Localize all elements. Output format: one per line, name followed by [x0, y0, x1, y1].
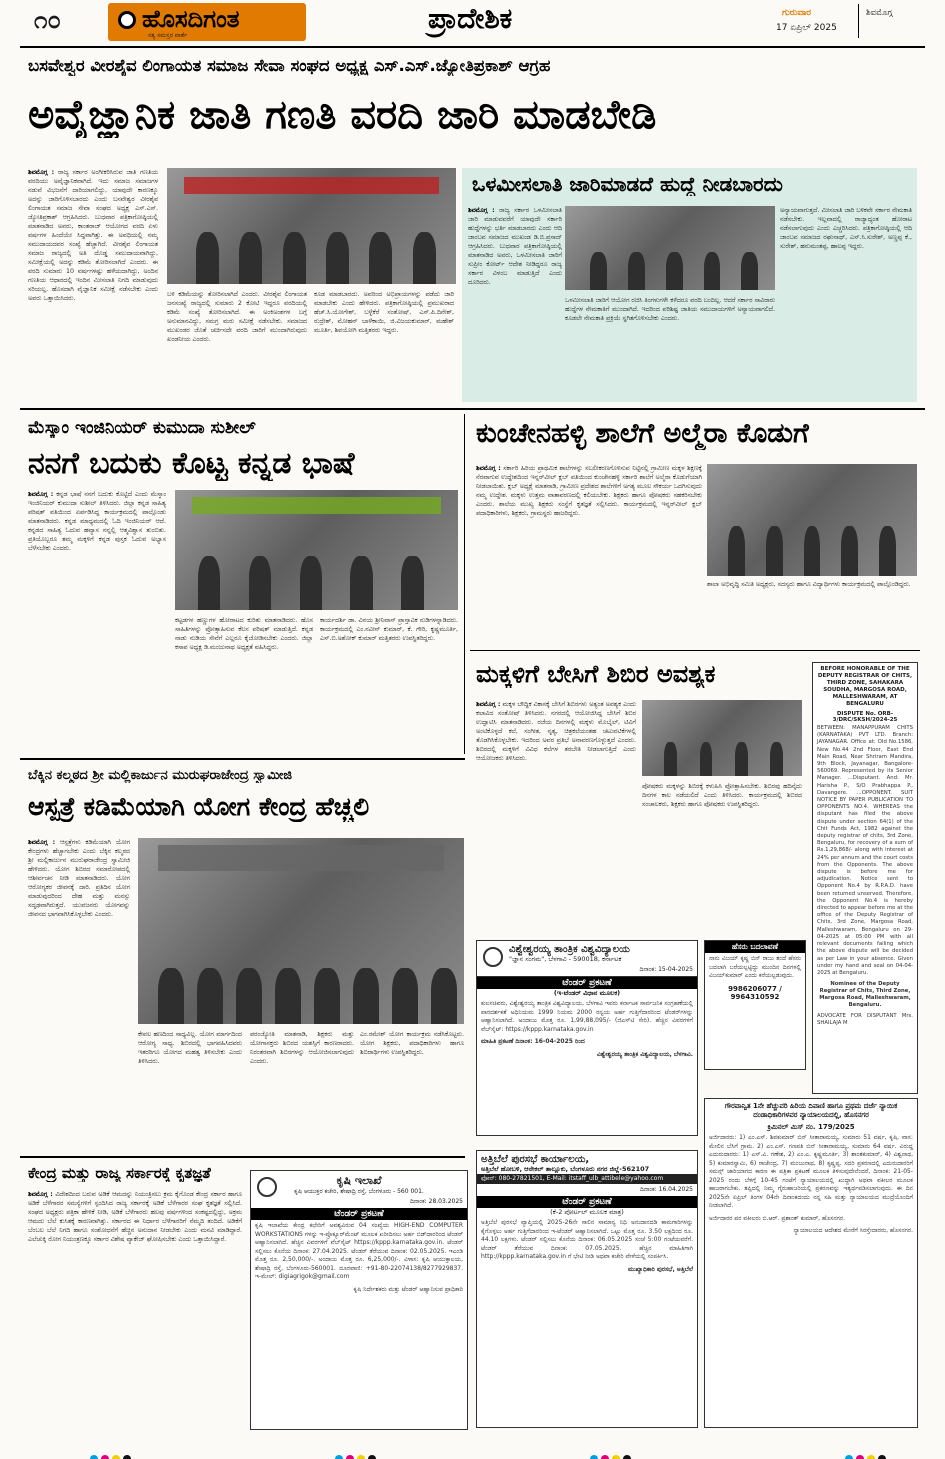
- agri-sub: ಕೃಷಿ ಆಯುಕ್ತರ ಕಚೇರಿ, ಶೇಷಾದ್ರಿ ರಸ್ತೆ, ಬೆಂಗಳೂರು - 560 001.: [294, 1188, 424, 1195]
- yoga-headline: ಆಸ್ಪತ್ರೆ ಕಡಿಮೆಯಾಗಿ ಯೋಗ ಕೇಂದ್ರ ಹೆಚ್ಚಲಿ: [28, 792, 370, 821]
- court-ad-advocate: ADVOCATE FOR DISPUTANT Mrs. SHAILAJA M: [817, 1013, 913, 1027]
- registration-marks-4: [845, 1448, 889, 1459]
- section-rule-3: [20, 1156, 465, 1158]
- court-ad-sign: Nominee of the Deputy Registrar of Chits, Third Zone, Margosa Road, Malleshwaram, Bengaluru.: [819, 981, 911, 1009]
- registration-marks-3: [590, 1448, 634, 1459]
- logo-block: [108, 3, 306, 41]
- hosanagara-body: ಅರ್ಜಿದಾರರು: 1) ಎಂ.ಎಸ್. ಶಿವಕುಮಾರ್ ಬಿನ್ ಸೀತಾರಾಮಯ್ಯ, ಸುಮಾರು 51 ವರ್ಷ, ಕೃಷಿ, ವಾಸ: ಮೇಲಿನ ಬೆಸಿಗೆ ಗ್ರಾಮ. 2) ಎಂ.ಎಸ್. ಗಣಪತಿ ಬಿನ್ ಸೀತಾರಾಮಯ್ಯ, ಸುಮಾರು 64 ವರ್ಷ. ವಿರುದ್ಧ ಎದುರುದಾರರು: 1) ಎಸ್.ವಿ. ಗಣೇಶ, 2) ಎಂ.ಎ. ಕೃಷ್ಣಮೂರ್ತಿ, 3) ಶಾಂತಕುಮಾರ್, 4) ವಿಶ್ವನಾಥ, 5) ಕುಮಾರಸ್ವಾಮಿ, 6) ರಾಜೇಂದ್ರ, 7) ಮಂಜುನಾಥ, 8) ಕೃಷ್ಣಪ್ಪ. ಸದರಿ ಪ್ರಕರಣದಲ್ಲಿ ಎದುರುದಾರರಿಗೆ ಸಮನ್ಸ್ ಜಾರಿಯಾಗದ ಕಾರಣ ಈ ಪತ್ರಿಕಾ ಪ್ರಕಟಣೆ ಮೂಲಕ ತಿಳಿಸುವುದೇನೆಂದರೆ, ದಿನಾಂಕ: 21-05-2025 ರಂದು ಬೆಳಿಗ್ಗೆ 10-45 ಗಂಟೆಗೆ ನ್ಯಾಯಾಲಯದಲ್ಲಿ ಖುದ್ದಾಗಿ ಅಥವಾ ವಕೀಲರ ಮೂಲಕ ಹಾಜರಾಗಬೇಕು. ತಪ್ಪಿದಲ್ಲಿ ನಿಮ್ಮ ಗೈರುಹಾಜರಿಯಲ್ಲಿ ಪ್ರಕರಣವನ್ನು ಇತ್ಯರ್ಥಪಡಿಸಲಾಗುವುದು. ಈ ದಿನ 2025ನೇ ಏಪ್ರಿಲ್ ತಿಂಗಳ 04ನೇ ದಿನಾಂಕದಂದು ನನ್ನ ಸಹಿ ಮತ್ತು ನ್ಯಾಯಾಲಯದ ಮುದ್ರೆಯೊಂದಿಗೆ ನೀಡಲಾಗಿದೆ.: [709, 1134, 913, 1209]
- school-photo: [707, 464, 917, 576]
- school-body-below: ಶಾಲಾ ಅಭಿವೃದ್ಧಿ ಸಮಿತಿ ಅಧ್ಯಕ್ಷರು, ಸದಸ್ಯರು ಹಾಗೂ ವಿದ್ಯಾರ್ಥಿಗಳು ಕಾರ್ಯಕ್ರಮದಲ್ಲಿ ಪಾಲ್ಗೊಂಡಿದ್ದರು.: [707, 581, 911, 588]
- yoga-body-col3: ಪರಂಜ್ಯೋತಿ ಮಾತನಾಡಿ, ಶಿಕ್ಷಕರು ಮತ್ತು ಯೋಗಾಸಕ್ತರು ಶಿಬಿರದ ಯಶಸ್ಸಿಗೆ ಕಾರಣರಾದರು. ನಿರಂತರವಾಗಿ ಶಿಬಿರಗಳನ್ನು ಆಯೋಜಿಸಲಾಗುವುದು ಎಂದರು.: [250, 1031, 354, 1065]
- masthead-divider: [858, 4, 859, 38]
- court-notice-ad: [812, 662, 918, 1094]
- kannada-headline: ನನಗೆ ಬದುಕು ಕೊಟ್ಟ ಕನ್ನಡ ಭಾಷೆ: [28, 446, 355, 481]
- lead-body-text-1: ರಾಜ್ಯ ಸರ್ಕಾರ ಅಂಗೀಕರಿಸಿರುವ ಜಾತಿ ಗಣತಿಯ ವರದಿಯು ಅವೈಜ್ಞಾನಿಕವಾಗಿದೆ. ಇದು ಸಮಾಜ ಸಮಾಜಗಳ ನಡುವೆ ವಿಭಜನೆಗೆ ದಾರಿಯಾಗಲಿದ್ದು, ಯಾವುದೇ ಕಾರಣಕ್ಕೂ ಅದನ್ನು ಜಾರಿಗೊಳಿಸಬಾರದು ಎಂದು ಬಸವೇಶ್ವರ ವೀರಶೈವ ಲಿಂಗಾಯತ ಸಮಾಜ ಸೇವಾ ಸಂಘದ ಅಧ್ಯಕ್ಷ ಎಸ್.ಎಸ್. ಜ್ಯೋತಿಪ್ರಕಾಶ್ ಆಗ್ರಹಿಸಿದರು. ಬುಧವಾರ ಪತ್ರಿಕಾಗೋಷ್ಠಿಯಲ್ಲಿ ಮಾತನಾಡಿದ ಅವರು, ಕಾಂತರಾಜ್ ಆಯೋಗದ ವರದಿ ಏಳು ವರ್ಷಗಳ ಹಿಂದೆಯೇ ಸಿದ್ಧವಾಗಿತ್ತು. ಈ ಅವಧಿಯಲ್ಲಿ ನಮ್ಮ ಸಮುದಾಯದವರ ಸಂಖ್ಯೆ ಹೆಚ್ಚಾಗಿದೆ. ವೀರಶೈವ ಲಿಂಗಾಯತ ಸಮಾಜ ರಾಜ್ಯದಲ್ಲಿ ಅತಿ ದೊಡ್ಡ ಸಮುದಾಯವಾಗಿದ್ದು, ಸಮೀಕ್ಷೆಯಲ್ಲಿ ಅದನ್ನು ಕಡಿಮೆ ತೋರಿಸಲಾಗಿದೆ ಎಂದರು. ಈ ವರದಿ ಸುಮಾರು 10 ವರ್ಷಗಳಷ್ಟು ಹಳೆಯದಾಗಿದ್ದು, ಅಂದಿನ ಗಣತಿಯ ಆಧಾರದಲ್ಲಿ ಇಂದಿನ ಮೀಸಲಾತಿ ನಿಗದಿ ಮಾಡುವುದು ಸರಿಯಲ್ಲ. ಹೊಸದಾಗಿ ವೈಜ್ಞಾನಿಕ ಸಮೀಕ್ಷೆ ನಡೆಸಬೇಕು ಎಂದು ಅವರು ಒತ್ತಾಯಿಸಿದರು.: [28, 169, 158, 302]
- hosanagara-title: ಗೌರವಾನ್ವಿತ 1ನೇ ಹೆಚ್ಚುವರಿ ಹಿರಿಯ ದಿವಾಣಿ ಹಾಗೂ ಪ್ರಥಮ ದರ್ಜೆ ನ್ಯಾಯಿಕ ದಂಡಾಧಿಕಾರಿಗಳವರ ನ್ಯಾಯಾಲಯದಲ್ಲಿ, ಹೊಸನಗರ: [724, 1102, 898, 1119]
- kannada-body-col2: ಕಟ್ಟಡಗಳ ಹಣ್ಣುಗಳ ಹೋರಾಟದ ಕುರಿತು ಮಾತನಾಡಿದರು. ಹೊಸ ಸಾಹಿತಿಗಳನ್ನು ಪ್ರೋತ್ಸಾಹಿಸುವ ಕೆಲಸ ಪರಿಷತ್ ಮಾಡುತ್ತಿದೆ. ಕನ್ನಡ ನಾಡು ನುಡಿಯ ಸೇವೆಗೆ ಎಲ್ಲರೂ ಕೈಜೋಡಿಸಬೇಕು ಎಂದರು. ಜಿಲ್ಲಾ ಕಸಾಪ ಅಧ್ಯಕ್ಷ ಡಿ.ಮಂಜುನಾಥ ಅಧ್ಯಕ್ಷತೆ ವಹಿಸಿದ್ದರು.: [175, 617, 313, 651]
- attibele-sign: ಮುಖ್ಯಾಧಿಕಾರಿ ಪುರಸಭೆ, ಅತ್ತಿಬೆಲೆ: [628, 1265, 693, 1273]
- vtu-body: ಕುಲಸಚಿವರು, ವಿಶ್ವೇಶ್ವರಯ್ಯ ತಾಂತ್ರಿಕ ವಿಶ್ವವಿದ್ಯಾಲಯ, ಬೆಳಗಾವಿ ಇವರು ಕರ್ನಾಟಕ ಸಾರ್ವಜನಿಕ ಸಂಗ್ರಹಣೆಯಲ್ಲಿ ಪಾರದರ್ಶಕತೆ ಅಧಿನಿಯಮ 1999 ನಿಯಮ 2000 ರನ್ವಯ ಅರ್ಹ ಗುತ್ತಿಗೆದಾರರಿಂದ ಟೆಂಡರ್‌ಗಳನ್ನು ಆಹ್ವಾನಿಸಲಾಗಿದೆ. ಅಂದಾಜು ಮೊತ್ತ ರೂ. 1,99,88,095/- (ಜಿಎಸ್‌ಟಿ ಸೇರಿ). ಹೆಚ್ಚಿನ ವಿವರಗಳಿಗೆ ವೆಬ್‌ಸೈಟ್: https://kppp.karnataka.gov.in: [481, 1000, 693, 1033]
- attibele-org: ಅತ್ತಿಬೆಲೆ ಪುರಸಭೆ ಕಾರ್ಯಾಲಯ,: [481, 1154, 590, 1165]
- attibele-subtitle: (ಕೆ-2 ಪೋರ್ಟಲ್ ಮೂಲಕ ಮಾತ್ರ): [550, 1208, 624, 1216]
- name-change-ad: [704, 940, 806, 1070]
- camp-headline: ಮಕ್ಕಳಿಗೆ ಬೇಸಿಗೆ ಶಿಬಿರ ಅವಶ್ಯಕ: [476, 660, 716, 688]
- agri-org: ಕೃಷಿ ಇಲಾಖೆ: [336, 1174, 382, 1187]
- hosanagara-sign-right: ನ್ಯಾಯಾಲಯದ ಆದೇಶದ ಮೇರೆಗೆ ಸಿರಸ್ತೇದಾರರು, ಹೊಸನಗರ.: [793, 1227, 913, 1234]
- logo-tagline: ಸತ್ಯ ಸಮಸ್ತರ ವಾರ್ತೆ: [148, 32, 188, 39]
- yoga-body-col4: ಎಂ.ರಮೇಶ್ ಯೋಗ ಕಾರ್ಯಕ್ರಮ ನಡೆಸಿಕೊಟ್ಟರು. ಯೋಗ ಶಿಕ್ಷಕರು, ಪದಾಧಿಕಾರಿಗಳು ಹಾಗೂ ಶಿಬಿರಾರ್ಥಿಗಳು ಉಪಸ್ಥಿತರಿದ್ದರು.: [360, 1031, 464, 1056]
- masthead-city: ಶಿವಮೊಗ್ಗ: [866, 8, 893, 18]
- hosanagara-case: ಕ್ರಿಮಿನಲ್ ಮಿಸ್ ನಂ. 179/2025: [767, 1123, 855, 1131]
- court-ad-title: BEFORE HONORABLE OF THE DEPUTY REGISTRAR OF CHITS, THIRD ZONE, SAHAKARA SOUDHA, MARGOSA ROAD, MALLESHWARAM, AT BENGALURU: [817, 666, 913, 707]
- vtu-ref: ದಿನಾಂಕ: 15-04-2025: [477, 964, 697, 977]
- lead-kicker: ಬಸವೇಶ್ವರ ವೀರಶೈವ ಲಿಂಗಾಯತ ಸಮಾಜ ಸೇವಾ ಸಂಘದ ಅಧ್ಯಕ್ಷ ಎಸ್.ಎಸ್.ಜ್ಯೋತಿಪ್ರಕಾಶ್ ಆಗ್ರಹ: [28, 56, 551, 75]
- agri-title: ಟೆಂಡರ್ ಪ್ರಕಟಣೆ: [251, 1208, 467, 1220]
- yoga-body-col2: ಕೇವಲ ಹಣದಿಂದ ಸಾಧ್ಯವಿಲ್ಲ. ಯೋಗ ಮಾರ್ಗದಿಂದ ಆರೋಗ್ಯ ಸಾಧ್ಯ. ಶಿಬಿರದಲ್ಲಿ ಭಾಗವಹಿಸಿದವರು ಇತರರಿಗೂ ಯೋಗದ ಮಹತ್ವ ತಿಳಿಸಬೇಕು ಎಂದು ತಿಳಿಸಿದರು.: [138, 1031, 242, 1065]
- vtu-tender-ad: [476, 940, 698, 1136]
- vtu-subtitle: (ಇ-ಟೆಂಡರ್ ವಿಧಾನ ಮೂಲಕ): [553, 989, 621, 997]
- vtu-logo-icon: [483, 947, 503, 967]
- yoga-body: ಶಿವಮೊಗ್ಗ : ಆಸ್ಪತ್ರೆಗಳು ಕಡಿಮೆಯಾಗಿ ಯೋಗ ಕೇಂದ್ರಗಳು ಹೆಚ್ಚಾಗಬೇಕು ಎಂದು ಬೆಕ್ಕಿನ ಕಲ್ಮಠದ ಶ್ರೀ ಮಲ್ಲಿಕಾರ್ಜುನ ಮುರುಘರಾಜೇಂದ್ರ ಸ್ವಾಮೀಜಿ ಹೇಳಿದರು. ಯೋಗ ಶಿಬಿರದ ಸಮಾರೋಪದಲ್ಲಿ ಆಶೀರ್ವಚನ ನೀಡಿ ಮಾತನಾಡಿದರು. ಯೋಗ ಆರೋಗ್ಯಕರ ಜೀವನಕ್ಕೆ ದಾರಿ. ಪ್ರತಿದಿನ ಯೋಗ ಮಾಡುವುದರಿಂದ ದೇಹ ಮತ್ತು ಮನಸ್ಸು ಸದೃಢವಾಗಿರುತ್ತದೆ. ಯುವಜನರು ಯೋಗವನ್ನು ಜೀವನದ ಭಾಗವಾಗಿಸಿಕೊಳ್ಳಬೇಕು ಎಂದರು.: [28, 839, 130, 918]
- court-ad-case: DISPUTE No. ORB-3/DRC/SKSH/2024-25: [832, 711, 898, 723]
- agri-ref: ದಿನಾಂಕ: 28.03.2025: [410, 1198, 463, 1205]
- thanks-headline: ಕೇಂದ್ರ ಮತ್ತು ರಾಜ್ಯ ಸರ್ಕಾರಕ್ಕೆ ಕೃತಜ್ಞತೆ: [28, 1164, 211, 1182]
- box-headline: ಒಳಮೀಸಲಾತಿ ಜಾರಿಮಾಡದೆ ಹುದ್ದೆ ನೀಡಬಾರದು: [472, 172, 783, 196]
- agri-sign: ಕೃಷಿ ನಿರ್ದೇಶಕರು ಮತ್ತು ಟೆಂಡರ್ ಆಹ್ವಾನಿಸುವ ಪ್ರಾಧಿಕಾರಿ: [353, 1285, 463, 1293]
- registration-marks-1: [90, 1448, 134, 1459]
- masthead: [0, 0, 945, 44]
- name-change-title: ಹೆಸರು ಬದಲಾವಣೆ: [705, 941, 805, 953]
- agri-logo-icon: [257, 1177, 277, 1197]
- logo-emblem-icon: [118, 11, 136, 29]
- attibele-body: ಅತ್ತಿಬೆಲೆ ಪುರಸಭೆ ವ್ಯಾಪ್ತಿಯಲ್ಲಿ 2025-26ನೇ ಸಾಲಿನ ಸಾಮಾನ್ಯ ನಿಧಿ ಅನುದಾನದಡಿ ಕಾಮಗಾರಿಗಳನ್ನು ಕೈಗೊಳ್ಳಲು ಅರ್ಹ ಗುತ್ತಿಗೆದಾರರಿಂದ ಇ-ಟೆಂಡರ್ ಆಹ್ವಾನಿಸಲಾಗಿದೆ. ಒಟ್ಟು ಮೊತ್ತ ರೂ. 3.50 ಲಕ್ಷದಿಂದ ರೂ. 44.10 ಲಕ್ಷಗಳು. ಟೆಂಡರ್ ಸಲ್ಲಿಸಲು ಕೊನೆಯ ದಿನಾಂಕ: 06.05.2025 ಸಂಜೆ 5:00 ಗಂಟೆಯವರೆಗೆ. ಟೆಂಡರ್ ತೆರೆಯುವ ದಿನಾಂಕ: 07.05.2025. ಹೆಚ್ಚಿನ ಮಾಹಿತಿಗಾಗಿ http://kppp.karnataka.gov.in ಗೆ ಭೇಟಿ ನೀಡಿ ಅಥವಾ ಕಚೇರಿ ವೇಳೆಯಲ್ಲಿ ಸಂಪರ್ಕಿಸಿ.: [481, 1219, 693, 1260]
- attibele-tender-ad: [476, 1150, 698, 1428]
- kannada-kicker: ಮೆಸ್ಕಾಂ ಇಂಜಿನಿಯರ್ ಕುಮುದಾ ಸುಶೀಲ್: [28, 418, 256, 438]
- dateline: ಶಿವಮೊಗ್ಗ :: [28, 169, 55, 176]
- column-rule: [464, 414, 465, 754]
- camp-rule: [470, 650, 920, 651]
- logo-text: ಹೊಸದಿಗಂತ: [142, 5, 240, 33]
- attibele-title: ಟೆಂಡರ್ ಪ್ರಕಟಣೆ: [477, 1196, 697, 1208]
- agri-body: ಕೃಷಿ ಇಲಾಖೆಯ ಕೇಂದ್ರ ಕಛೇರಿಗೆ ಅವಶ್ಯವಿರುವ 04 ಸಂಖ್ಯೆಯ HIGH-END COMPUTER WORKSTATIONS ಗಳನ್ನು ಇ-ಪ್ರೊಕ್ಯೂರ್‌ಮೆಂಟ್ ಮೂಲಕ ಖರೀದಿಸಲು ಅರ್ಹ ಬಿಡ್‌ದಾರರಿಂದ ಟೆಂಡರ್ ಆಹ್ವಾನಿಸಲಾಗಿದೆ. ಹೆಚ್ಚಿನ ವಿವರಗಳಿಗೆ ವೆಬ್‌ಸೈಟ್ https://kppp.karnataka.gov.in. ಟೆಂಡರ್ ಸಲ್ಲಿಸಲು ಕೊನೆಯ ದಿನಾಂಕ: 27.04.2025. ಟೆಂಡರ್ ತೆರೆಯುವ ದಿನಾಂಕ: 02.05.2025. ಇಎಂಡಿ ಮೊತ್ತ ರೂ. 2,50,000/-. ಅಂದಾಜು ಮೊತ್ತ ರೂ. 6,25,000/-. ವಿಳಾಸ: ಕೃಷಿ ಆಯುಕ್ತಾಲಯ, ಶೇಷಾದ್ರಿ ರಸ್ತೆ, ಬೆಂಗಳೂರು-560001. ದೂರವಾಣಿ: +91-80-22074138/8277929837. ಇ-ಮೇಲ್: digiagrigok@gmail.com: [255, 1222, 463, 1280]
- school-body: ಶಿವಮೊಗ್ಗ : ಸರ್ಕಾರಿ ಹಿರಿಯ ಪ್ರಾಥಮಿಕ ಶಾಲೆಗಳನ್ನು ಸಬಲೀಕರಣಗೊಳಿಸುವ ನಿಟ್ಟಿನಲ್ಲಿ ಗ್ರಾಮೀಣ ಮಕ್ಕಳ ಶಿಕ್ಷಣಕ್ಕೆ ನೆರವಾಗುವ ಉದ್ದೇಶದಿಂದ ಇನ್ನರ್‌ವೀಲ್ ಕ್ಲಬ್ ವತಿಯಿಂದ ಕುಂಚೇನಹಳ್ಳಿ ಸರ್ಕಾರಿ ಶಾಲೆಗೆ ಅಲ್ಮೆರಾ ಕೊಡುಗೆಯಾಗಿ ನೀಡಲಾಯಿತು. ಕ್ಲಬ್ ಅಧ್ಯಕ್ಷೆ ಮಾತನಾಡಿ, ಗ್ರಾಮೀಣ ಪ್ರದೇಶದ ಶಾಲೆಗಳಿಗೆ ಅಗತ್ಯ ಮೂಲ ಸೌಕರ್ಯ ಒದಗಿಸುವುದು ನಮ್ಮ ಉದ್ದೇಶ. ಮಕ್ಕಳು ಉತ್ತಮ ವಾತಾವರಣದಲ್ಲಿ ಕಲಿಯಬೇಕು. ಶಿಕ್ಷಕರು ಹಾಗೂ ಪೋಷಕರು ಸಹಕರಿಸಬೇಕು ಎಂದರು. ಶಾಲೆಯ ಮುಖ್ಯ ಶಿಕ್ಷಕರು ಸಂಸ್ಥೆಗೆ ಕೃತಜ್ಞತೆ ಸಲ್ಲಿಸಿದರು. ಕಾರ್ಯಕ್ರಮದಲ್ಲಿ ಇನ್ನರ್‌ವೀಲ್ ಕ್ಲಬ್ ಪದಾಧಿಕಾರಿಗಳು, ಶಿಕ್ಷಕರು, ಗ್ರಾಮಸ್ಥರು ಹಾಜರಿದ್ದರು.: [476, 465, 702, 517]
- page-number: ೧೦: [34, 6, 61, 34]
- yoga-photo: [138, 838, 464, 1024]
- kannada-photo: [175, 490, 458, 610]
- court-ad-body: BETWEEN: MANAPPURAM CHITS (KARNATAKA) PVT LTD. Branch: JAYANAGAR. Office at: Old No.1586, New No.44 2nd Floor, East End Main Road, Near Shriram Mandira, 9th Block, Jayanagar, Bangalore-560069. Represented by its Senior Manager. ...Disputant. And: Mr. Harisha P., S/O Prabhappa P., Davangere. ...OPPONENT. SUIT NOTICE BY PAPER PUBLICATION TO OPPONENTS NO.4. WHEREAS the disputant has filed the above dispute under section 64(1) of the Chit Funds Act, 1982 against the deputy registrar of chits, 3rd Zone, Bengaluru, for recovery of a sum of Rs.1,29,868/- along with interest at 24% per annum and the court costs from the Opponents. The above dispute is before me for adjudication. Notice sent to Opponent No.4 by R.P.A.D. have been returned unserved. Therefore, the Opponent No.4 is hereby directed to appear before me at the office of the Deputy Registrar of Chits, 3rd Zone, Margosa Road, Malleshwaram, Bengaluru on 29-04-2025 at 05:00 PM with all relevant documents failing which the above dispute will be decided as per Law in your absence. Given under my hand and seal on 04-04-2025 at Bengaluru.: [817, 725, 913, 976]
- hosanagara-sign-left: ಅರ್ಜಿದಾರರ ಪರ ವಕೀಲರು ಬಿ.ಆರ್. ಪ್ರಶಾಂತ್ ಕುಮಾರ್, ಹೊಸನಗರ.: [709, 1214, 846, 1222]
- lead-photo: [167, 168, 456, 284]
- masthead-date: 17 ಏಪ್ರಿಲ್ 2025: [776, 23, 837, 33]
- vtu-sign: ವಿಶ್ವೇಶ್ವರಯ್ಯ ತಾಂತ್ರಿಕ ವಿಶ್ವವಿದ್ಯಾಲಯ, ಬೆಳಗಾವಿ.: [597, 1050, 693, 1058]
- school-headline: ಕುಂಚೇನಹಳ್ಳಿ ಶಾಲೆಗೆ ಅಲ್ಮೆರಾ ಕೊಡುಗೆ: [476, 418, 809, 449]
- agri-tender-ad: [250, 1170, 468, 1430]
- box-body-col3: ಅನ್ಯಾಯವಾಗುತ್ತದೆ. ಮೀಸಲಾತಿ ಜಾರಿ ಬಳಿಕವೇ ಸರ್ಕಾರ ನೇಮಕಾತಿ ನಡೆಸಬೇಕು. ಇಲ್ಲವಾದಲ್ಲಿ ರಾಜ್ಯಾದ್ಯಂತ ಹೋರಾಟ ನಡೆಸಲಾಗುವುದು ಎಂದು ಎಚ್ಚರಿಸಿದರು. ಪತ್ರಿಕಾಗೋಷ್ಠಿಯಲ್ಲಿ ಆದಿ ಜಾಂಬವ ಸಮಾಜದ ರಘುನಾಥ್, ಎಸ್.ಸಿ.ಸುರೇಶ್, ಅಣ್ಣಪ್ಪ ಕೆ., ಸುರೇಶ್, ಹನುಮಂತಪ್ಪ, ಹಾಲಪ್ಪ ಇದ್ದರು.: [780, 207, 912, 250]
- kannada-body-col1: ಶಿವಮೊಗ್ಗ : ಕನ್ನಡ ಭಾಷೆ ನನಗೆ ಬದುಕು ಕೊಟ್ಟಿದೆ ಎಂದು ಮೆಸ್ಕಾಂ ಇಂಜಿನಿಯರ್ ಕುಮುದಾ ಸುಶೀಲ್ ತಿಳಿಸಿದರು. ಜಿಲ್ಲಾ ಕನ್ನಡ ಸಾಹಿತ್ಯ ಪರಿಷತ್ ವತಿಯಿಂದ ಏರ್ಪಡಿಸಿದ್ದ ಕಾರ್ಯಕ್ರಮದಲ್ಲಿ ಪಾಲ್ಗೊಂಡು ಮಾತನಾಡಿದರು. ಕನ್ನಡ ಮಾಧ್ಯಮದಲ್ಲಿ ಓದಿ ಇಂಜಿನಿಯರ್ ಆದೆ. ಕನ್ನಡದ ಸಾಹಿತ್ಯ ಓದುವ ಹವ್ಯಾಸ ನನ್ನಲ್ಲಿ ಆತ್ಮವಿಶ್ವಾಸ ತುಂಬಿತು. ಪ್ರತಿಯೊಬ್ಬರೂ ತಮ್ಮ ಮಕ್ಕಳಿಗೆ ಕನ್ನಡ ಪುಸ್ತಕ ಓದುವ ಅಭ್ಯಾಸ ಬೆಳೆಸಬೇಕು ಎಂದರು.: [28, 491, 166, 552]
- attibele-ref: ದಿನಾಂಕ: 16.04.2025: [640, 1186, 693, 1193]
- yoga-kicker: ಬೆಕ್ಕಿನ ಕಲ್ಮಠದ ಶ್ರೀ ಮಲ್ಲಿಕಾರ್ಜುನ ಮುರುಘರಾಜೇಂದ್ರ ಸ್ವಾಮೀಜಿ: [28, 768, 292, 783]
- registration-marks-2: [335, 1448, 379, 1459]
- lead-body-col1: [28, 168, 158, 386]
- vtu-title: ಟೆಂಡರ್ ಪ್ರಕಟಣೆ: [477, 977, 697, 989]
- lead-headline: ಅವೈಜ್ಞಾನಿಕ ಜಾತಿ ಗಣತಿ ವರದಿ ಜಾರಿ ಮಾಡಬೇಡಿ: [28, 92, 657, 138]
- vtu-org: ವಿಶ್ವೇಶ್ವರಯ್ಯ ತಾಂತ್ರಿಕ ವಿಶ್ವವಿದ್ಯಾಲಯ: [509, 944, 630, 955]
- lead-body-col3: ಕೂಡ ಮಾಡಬಾರದು. ಅವರಿಂದ ಅಭಿಪ್ರಾಯಗಳನ್ನು ಪಡೆದು ಜಾರಿ ಮಾಡಬೇಕು ಎಂದು ಹೇಳಿದರು. ಪತ್ರಿಕಾಗೋಷ್ಠಿಯಲ್ಲಿ ಪ್ರಮುಖರಾದ ಹೆಚ್.ಸಿ.ಯೋಗೇಶ್, ಬಳ್ಳೆಕೆರೆ ಸಂತೋಷ್, ಎಸ್.ಪಿ.ದಿನೇಶ್, ರುದ್ರೇಶ್, ಮೋಹನ್ ಬಾಳೆಕಾಯಿ, ಜಿ.ವಿಜಯಕುಮಾರ್, ಮಹೇಶ್ ಮೂರ್ತಿ, ಶಿವಯೋಗಿ ಮತ್ತಿತರರು ಇದ್ದರು.: [314, 291, 454, 334]
- hosanagara-court-ad: [704, 1098, 918, 1428]
- camp-body: ಶಿವಮೊಗ್ಗ : ಮಕ್ಕಳ ಬೌದ್ಧಿಕ ವಿಕಾಸಕ್ಕೆ ಬೇಸಿಗೆ ಶಿಬಿರಗಳು ಅತ್ಯಂತ ಅವಶ್ಯಕ ಎಂದು ಕಲಾವಿದ ಸಂತೋಷ್ ತಿಳಿಸಿದರು. ನಗರದಲ್ಲಿ ಆಯೋಜಿಸಿದ್ದ ಬೇಸಿಗೆ ಶಿಬಿರ ಉದ್ಘಾಟಿಸಿ ಮಾತನಾಡಿದರು. ರಜೆಯ ದಿನಗಳಲ್ಲಿ ಮಕ್ಕಳು ಮೊಬೈಲ್, ಟಿವಿಗೆ ಅಂಟಿಕೊಳ್ಳದೆ ಕಲೆ, ಸಂಗೀತ, ನೃತ್ಯ, ಚಿತ್ರಕಲೆಯಂತಹ ಚಟುವಟಿಕೆಗಳಲ್ಲಿ ತೊಡಗಿಸಿಕೊಳ್ಳಬೇಕು. ಇದರಿಂದ ಅವರ ಪ್ರತಿಭೆ ಅನಾವರಣಗೊಳ್ಳುತ್ತದೆ ಎಂದರು. ಶಿಬಿರದಲ್ಲಿ ಮಕ್ಕಳಿಗೆ ವಿವಿಧ ಕಲೆಗಳ ತರಬೇತಿ ನೀಡಲಾಗುತ್ತಿದೆ ಎಂದು ಆಯೋಜಕರು ತಿಳಿಸಿದರು.: [476, 701, 636, 762]
- section-title: ಪ್ರಾದೇಶಿಕ: [428, 2, 513, 35]
- vtu-sub: "ಜ್ಞಾನ ಸಂಗಮ", ಬೆಳಗಾವಿ - 590018, ಕರ್ನಾಟಕ: [509, 955, 622, 963]
- masthead-rule: [20, 46, 925, 48]
- section-rule-2: [20, 758, 465, 760]
- name-change-body: ನಾನು ವಿಜಯ್ ಕೃಷ್ಣ ಬಿನ್ ರಾಜು ತಂದೆ ಹೆಸರು ಬದಲಾಗಿ ಬರೆಯಲ್ಪಟ್ಟಿದ್ದು ಮುಂದಿನ ದಿನಗಳಲ್ಲಿ ವಿಜಯ್‌ಕುಮಾರ್ ಎಂದು ಕರೆಯಲ್ಪಡುವುದು.: [709, 955, 801, 979]
- kannada-body-col3: ಕಾರ್ಯದರ್ಶಿ ಡಾ. ವಿನಯ ಶ್ರೀನಿವಾಸ್ ಪ್ರಾಸ್ತಾವಿಕ ನುಡಿಗಳನ್ನಾಡಿದರು. ಕಾರ್ಯಕ್ರಮದಲ್ಲಿ ಎಂ.ನವೀನ್ ಕುಮಾರ್, ಕೆ. ಗೌರಿ, ಕೃಷ್ಣಮೂರ್ತಿ, ಎಸ್.ಬಿ.ಅಶೋಕ್ ಕುಮಾರ್ ಮತ್ತಿತರರು ಉಪಸ್ಥಿತರಿದ್ದರು.: [320, 617, 458, 642]
- camp-photo: [642, 700, 802, 776]
- name-change-phone: 9986206077 / 9964310592: [728, 984, 782, 1001]
- box-body-col2: ಒಳಮೀಸಲಾತಿ ಜಾರಿಗೆ ಆಯೋಗ ರಚಿಸಿ ತಿಂಗಳುಗಳೇ ಕಳೆದರೂ ವರದಿ ಬಂದಿಲ್ಲ. ಆದರೆ ಸರ್ಕಾರ ಸಾವಿರಾರು ಹುದ್ದೆಗಳ ನೇಮಕಾತಿಗೆ ಮುಂದಾಗಿದೆ. ಇದರಿಂದ ಪರಿಶಿಷ್ಟ ಜಾತಿಯ ಸಮುದಾಯಗಳಿಗೆ ಅನ್ಯಾಯವಾಗಲಿದೆ. ಕೂಡಲೇ ನೇಮಕಾತಿ ಪ್ರಕ್ರಿಯೆ ಸ್ಥಗಿತಗೊಳಿಸಬೇಕು ಎಂದರು.: [565, 297, 775, 322]
- attibele-contact: ಫೋನ್: 080-27821501, E-Mail: itstaff_ulb_attibele@yahoo.com: [477, 1174, 697, 1184]
- attibele-sub: ಅತ್ತಿಬೆಲೆ ಹೋಬಳಿ, ಆನೇಕಲ್ ತಾಲ್ಲೂಕು, ಬೆಂಗಳೂರು ನಗರ ಜಿಲ್ಲೆ-562107: [481, 1165, 650, 1173]
- camp-body-right: ಪೋಷಕರು ಮಕ್ಕಳನ್ನು ಶಿಬಿರಕ್ಕೆ ಕಳುಹಿಸಿ ಪ್ರೋತ್ಸಾಹಿಸಬೇಕು. ಶಿಬಿರವು ಹದಿನೈದು ದಿನಗಳ ಕಾಲ ನಡೆಯಲಿದೆ ಎಂದು ತಿಳಿಸಿದರು. ಕಾರ್ಯಕ್ರಮದಲ್ಲಿ ಶಿಬಿರದ ಸಂಚಾಲಕರು, ಶಿಕ್ಷಕರು ಹಾಗೂ ಪೋಷಕರು ಉಪಸ್ಥಿತರಿದ್ದರು.: [642, 783, 802, 808]
- thanks-body: ಶಿವಮೊಗ್ಗ : ವಿದೇಶದಿಂದ ಬರುವ ಅಡಿಕೆ ಆಮದನ್ನು ನಿಯಂತ್ರಿಸಲು ಕ್ರಮ ಕೈಗೊಂಡ ಕೇಂದ್ರ ಸರ್ಕಾರ ಹಾಗೂ ಅಡಿಕೆ ಬೆಳೆಗಾರರ ಸಮಸ್ಯೆಗಳಿಗೆ ಸ್ಪಂದಿಸಿದ ರಾಜ್ಯ ಸರ್ಕಾರಕ್ಕೆ ಅಡಿಕೆ ಬೆಳೆಗಾರರ ಸಂಘ ಕೃತಜ್ಞತೆ ಸಲ್ಲಿಸಿದೆ. ಸಂಘದ ಅಧ್ಯಕ್ಷರು ಪತ್ರಿಕಾ ಹೇಳಿಕೆ ನೀಡಿ, ಅಡಿಕೆ ಬೆಳೆಗಾರರು ಹಲವು ವರ್ಷಗಳಿಂದ ಸಂಕಷ್ಟದಲ್ಲಿದ್ದು, ಅಕ್ರಮ ಆಮದು ಬೆಲೆ ಕುಸಿತಕ್ಕೆ ಕಾರಣವಾಗಿತ್ತು. ಸರ್ಕಾರದ ಈ ನಿರ್ಧಾರ ಬೆಳೆಗಾರರಿಗೆ ನೆಮ್ಮದಿ ತಂದಿದೆ. ಅಡಿಕೆಗೆ ಬೆಂಬಲ ಬೆಲೆ ನಿಗದಿ ಹಾಗೂ ಸಂಶೋಧನೆಗೆ ಹೆಚ್ಚಿನ ಅನುದಾನ ನೀಡಬೇಕು ಎಂದು ಮನವಿ ಮಾಡಿದ್ದಾರೆ. ಎಲೆಚುಕ್ಕಿ ರೋಗ ನಿಯಂತ್ರಣಕ್ಕೂ ಸರ್ಕಾರ ವಿಶೇಷ ಪ್ಯಾಕೇಜ್ ಘೋಷಿಸಬೇಕು ಎಂದು ಒತ್ತಾಯಿಸಿದ್ದಾರೆ.: [28, 1191, 242, 1243]
- box-photo: [565, 206, 775, 290]
- box-body-col1: ಶಿವಮೊಗ್ಗ : ರಾಜ್ಯ ಸರ್ಕಾರ ಒಳಮೀಸಲಾತಿ ಜಾರಿ ಮಾಡುವವರೆಗೆ ಯಾವುದೇ ಸರ್ಕಾರಿ ಹುದ್ದೆಗಳನ್ನು ಭರ್ತಿ ಮಾಡಬಾರದು ಎಂದು ಆದಿ ಜಾಂಬವ ಸಮಾಜದ ಮುಖಂಡ ಡಿ.ಬಿ.ಪ್ರಸಾದ್ ಆಗ್ರಹಿಸಿದರು. ಬುಧವಾರ ಪತ್ರಿಕಾಗೋಷ್ಠಿಯಲ್ಲಿ ಮಾತನಾಡಿದ ಅವರು, ಒಳಮೀಸಲಾತಿ ಜಾರಿಗೆ ಸುಪ್ರೀಂ ಕೋರ್ಟ್ ಆದೇಶ ನೀಡಿದ್ದರೂ ರಾಜ್ಯ ಸರ್ಕಾರ ವಿಳಂಬ ಮಾಡುತ್ತಿದೆ ಎಂದು ದೂರಿದರು.: [468, 207, 562, 286]
- lead-body-col2: ಬಳಿ ಕಡಿಮೆಯನ್ನು ತೋರಿಸಲಾಗಿದೆ ಎಂದರು. ವೀರಶೈವ ಲಿಂಗಾಯತ ಜನಸಂಖ್ಯೆ ರಾಜ್ಯದಲ್ಲಿ ಸುಮಾರು 2 ಕೋಟಿ ಇದ್ದರೂ ವರದಿಯಲ್ಲಿ ಕಡಿಮೆ ಸಂಖ್ಯೆ ತೋರಿಸಲಾಗಿದೆ. ಈ ಅಂಕಿಅಂಶಗಳ ಬಗ್ಗೆ ಅನುಮಾನವಿದ್ದು, ಸಮಗ್ರ ಮರು ಸಮೀಕ್ಷೆ ನಡೆಸಬೇಕು. ಸಮಾಜದ ಮುಖಂಡರ ಜೊತೆ ಚರ್ಚಿಸದೇ ವರದಿ ಜಾರಿಗೆ ಮುಂದಾಗಿರುವುದು ಖಂಡನೀಯ ಎಂದರು.: [167, 291, 307, 343]
- section-rule-1: [20, 408, 925, 410]
- masthead-day: ಗುರುವಾರ: [782, 8, 812, 18]
- vtu-last-date: ಮಾಹಿತಿ ಪ್ರಕಟಣೆ ದಿನಾಂಕ: 16-04-2025 ರಿಂದ: [481, 1038, 585, 1045]
